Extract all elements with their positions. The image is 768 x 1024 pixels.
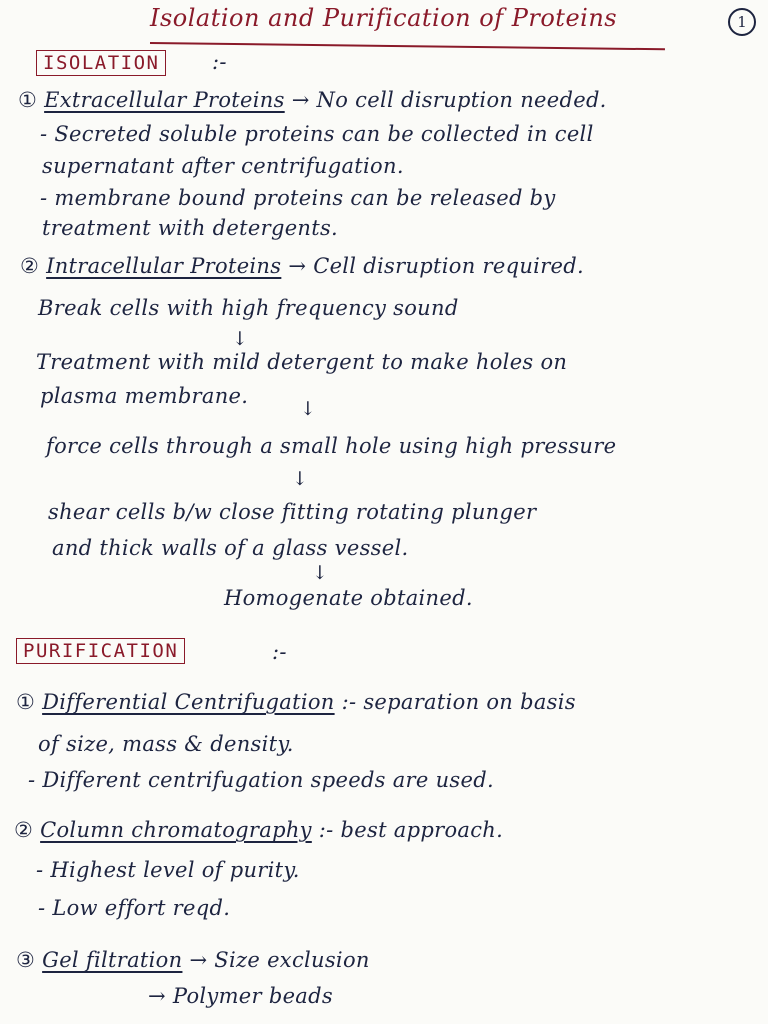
isolation-heading: ISOLATION <box>43 52 160 74</box>
gel-filtration-label: Gel filtration <box>42 948 183 972</box>
extracellular-label: Extracellular Proteins <box>44 88 285 112</box>
item-number: ① <box>18 88 38 112</box>
extracellular-line-2: supernatant after centrifugation. <box>42 154 404 178</box>
page-title: Isolation and Purification of Proteins <box>150 4 618 32</box>
isolation-item-1 <box>18 88 607 112</box>
column-chromatography-label: Column chromatography <box>40 818 312 842</box>
purification-item-1 <box>16 690 576 714</box>
intracellular-step-2b: plasma membrane. <box>40 384 249 408</box>
purification-heading: PURIFICATION <box>23 640 179 662</box>
differential-line-1: of size, mass & density. <box>38 732 294 756</box>
extracellular-line-1: - Secreted soluble proteins can be collected in cell <box>40 122 594 146</box>
intracellular-step-1: Break cells with high frequency sound <box>38 296 459 320</box>
extracellular-line-3: - membrane bound proteins can be released by <box>40 186 556 210</box>
purification-item-3 <box>16 948 370 972</box>
down-arrow-icon: ↓ <box>312 562 328 584</box>
extracellular-rest: → No cell disruption needed. <box>291 88 607 112</box>
differential-centrifugation-rest: :- separation on basis <box>341 690 576 714</box>
intracellular-rest: → Cell disruption required. <box>288 254 584 278</box>
intracellular-label: Intracellular Proteins <box>46 254 282 278</box>
purification-heading-suffix: :- <box>272 640 287 664</box>
extracellular-line-4: treatment with detergents. <box>42 216 339 240</box>
isolation-item-2 <box>20 254 584 278</box>
differential-centrifugation-label: Differential Centrifugation <box>42 690 335 714</box>
gel-filtration-line-1: → Polymer beads <box>148 984 333 1008</box>
item-number: ① <box>16 690 36 714</box>
intracellular-step-4b: and thick walls of a glass vessel. <box>52 536 409 560</box>
intracellular-step-4: shear cells b/w close fitting rotating plunger <box>48 500 537 524</box>
intracellular-step-3: force cells through a small hole using high pressure <box>46 434 617 458</box>
column-chromatography-rest: :- best approach. <box>318 818 504 842</box>
chromatography-line-1: - Highest level of purity. <box>36 858 300 882</box>
differential-line-2: - Different centrifugation speeds are used. <box>28 768 494 792</box>
page-number-circle: 1 <box>728 8 756 36</box>
down-arrow-icon: ↓ <box>232 328 248 350</box>
isolation-heading-box <box>36 50 166 76</box>
item-number: ③ <box>16 948 36 972</box>
item-number: ② <box>14 818 34 842</box>
down-arrow-icon: ↓ <box>292 468 308 490</box>
intracellular-step-2: Treatment with mild detergent to make holes on <box>36 350 568 374</box>
intracellular-step-5: Homogenate obtained. <box>224 586 473 610</box>
gel-filtration-rest: → Size exclusion <box>189 948 370 972</box>
purification-item-2 <box>14 818 503 842</box>
title-underline <box>150 42 665 50</box>
chromatography-line-2: - Low effort reqd. <box>38 896 231 920</box>
purification-heading-box <box>16 638 185 664</box>
isolation-heading-suffix: :- <box>212 50 227 74</box>
item-number: ② <box>20 254 40 278</box>
down-arrow-icon: ↓ <box>300 398 316 420</box>
